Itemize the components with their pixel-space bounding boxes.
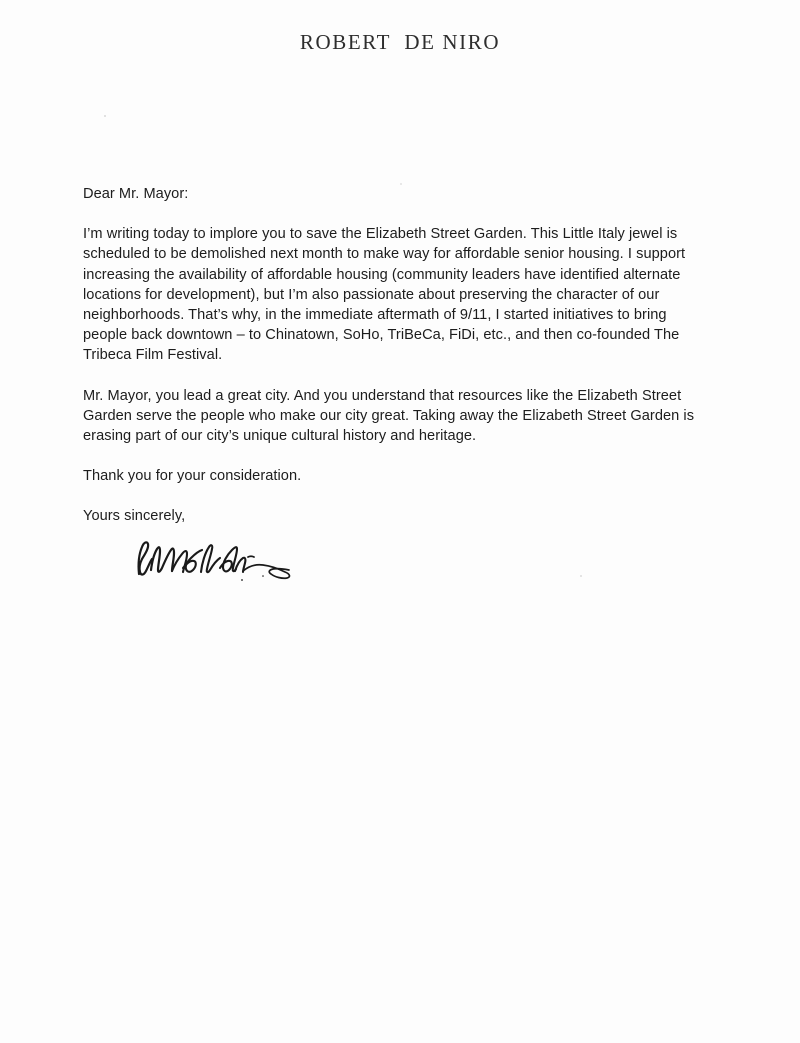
scan-speck [104, 115, 106, 117]
closing-thanks: Thank you for your consideration. [83, 468, 302, 485]
signature [125, 524, 305, 586]
letterhead-name: ROBERT DE NIRO [299, 30, 501, 54]
body-paragraph-1: I’m writing today to implore you to save the Elizabeth Street Garden. This Little Italy jewel is scheduled to be demolished next month to make way for affordable senior housing. I support increasing the availability of affordable housing (community leaders have identified alternate locations for development), but I’m also passionate about preserving the character of our neighborhoods. That’s why, in the immediate aftermath of 9/11, I started initiatives to bring people back downtown – to Chinatown, SoHo, TriBeCa, FiDi, etc., and then co-founded The Tribeca Film Festival. [83, 226, 686, 364]
letter-body [83, 184, 703, 527]
handwritten-signature-icon [125, 524, 305, 586]
scan-speck [580, 575, 582, 577]
body-paragraph-2: Mr. Mayor, you lead a great city. And you understand that resources like the Elizabeth Street Garden serve the people who make our city great. Taking away the Elizabeth Street Garden is erasing part of our city’s unique cultural history and heritage. [83, 387, 695, 445]
salutation: Dear Mr. Mayor: [83, 186, 189, 202]
closing-signoff: Yours sincerely, [83, 508, 186, 525]
